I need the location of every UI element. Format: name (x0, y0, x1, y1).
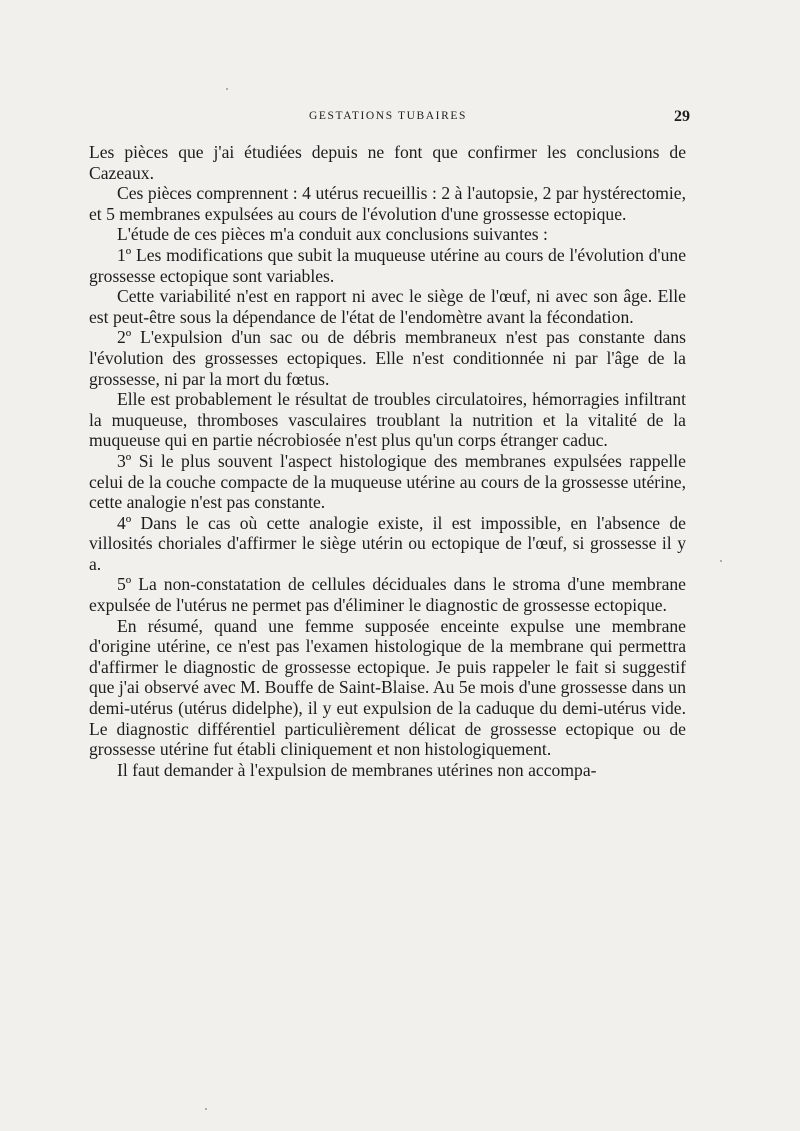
paragraph-11: En résumé, quand une femme supposée enceinte expulse une membrane d'origine utérine, ce n'est pas l'examen histologique de la membrane qui permettra d'affirmer le diagnostic de grossesse ectopique. Je puis rappeler le fait si suggestif que j'ai observé avec M. Bouffe de Saint-Blaise. Au 5e mois d'une grossesse dans un demi-utérus (utérus didelphe), il y eut expulsion de la caduque du demi-utérus vide. Le diagnostic différentiel particulièrement délicat de grossesse ectopique ou de grossesse utérine fut établi cliniquement et non histologiquement. (89, 615, 686, 760)
paragraph-6: 2º L'expulsion d'un sac ou de débris membraneux n'est pas constante dans l'évolution des grossesses ectopiques. Elle n'est conditionnée ni par l'âge de la grossesse, ni par la mort du fœtus. (89, 327, 686, 389)
paragraph-5: Cette variabilité n'est en rapport ni avec le siège de l'œuf, ni avec son âge. Elle est peut-être sous la dépendance de l'état de l'endomètre avant la fécondation. (89, 286, 686, 327)
paragraph-7: Elle est probablement le résultat de troubles circulatoires, hémorragies infiltrant la muqueuse, thromboses vasculaires troublant la nutrition et la vitalité de la muqueuse qui en partie nécrobiosée n'est plus qu'un corps étranger caduc. (89, 389, 686, 451)
paragraph-3: L'étude de ces pièces m'a conduit aux conclusions suivantes : (117, 224, 548, 245)
paper-speck (226, 88, 228, 90)
paragraph-12: Il faut demander à l'expulsion de membranes utérines non accompa- (117, 759, 597, 780)
running-title: GESTATIONS TUBAIRES (308, 110, 467, 122)
paragraph-2: Ces pièces comprennent : 4 utérus recueillis : 2 à l'autopsie, 2 par hystérectomie, et 5 membranes expulsées au cours de l'évolution d'une grossesse ectopique. (89, 183, 686, 224)
paper-speck (205, 1108, 207, 1110)
paragraph-10: 5º La non-constatation de cellules déciduales dans le stroma d'une membrane expulsée de l'utérus ne permet pas d'éliminer le diagnostic de grossesse ectopique. (89, 574, 686, 616)
page-number: 29 (674, 108, 690, 125)
body-text (89, 142, 686, 780)
running-header (90, 108, 690, 128)
paragraph-1: Les pièces que j'ai étudiées depuis ne font que confirmer les conclusions de Cazeaux. (89, 142, 686, 183)
paragraph-9: 4º Dans le cas où cette analogie existe, il est impossible, en l'absence de villosités choriales d'affirmer le siège utérin ou ectopique de l'œuf, si grossesse il y a. (89, 512, 686, 574)
paragraph-8: 3º Si le plus souvent l'aspect histologique des membranes expulsées rappelle celui de la couche compacte de la muqueuse utérine au cours de la grossesse utérine, cette analogie n'est pas constante. (89, 450, 686, 513)
paragraph-4: 1º Les modifications que subit la muqueuse utérine au cours de l'évolution d'une grossesse ectopique sont variables. (89, 244, 686, 286)
paper-speck (720, 560, 722, 562)
